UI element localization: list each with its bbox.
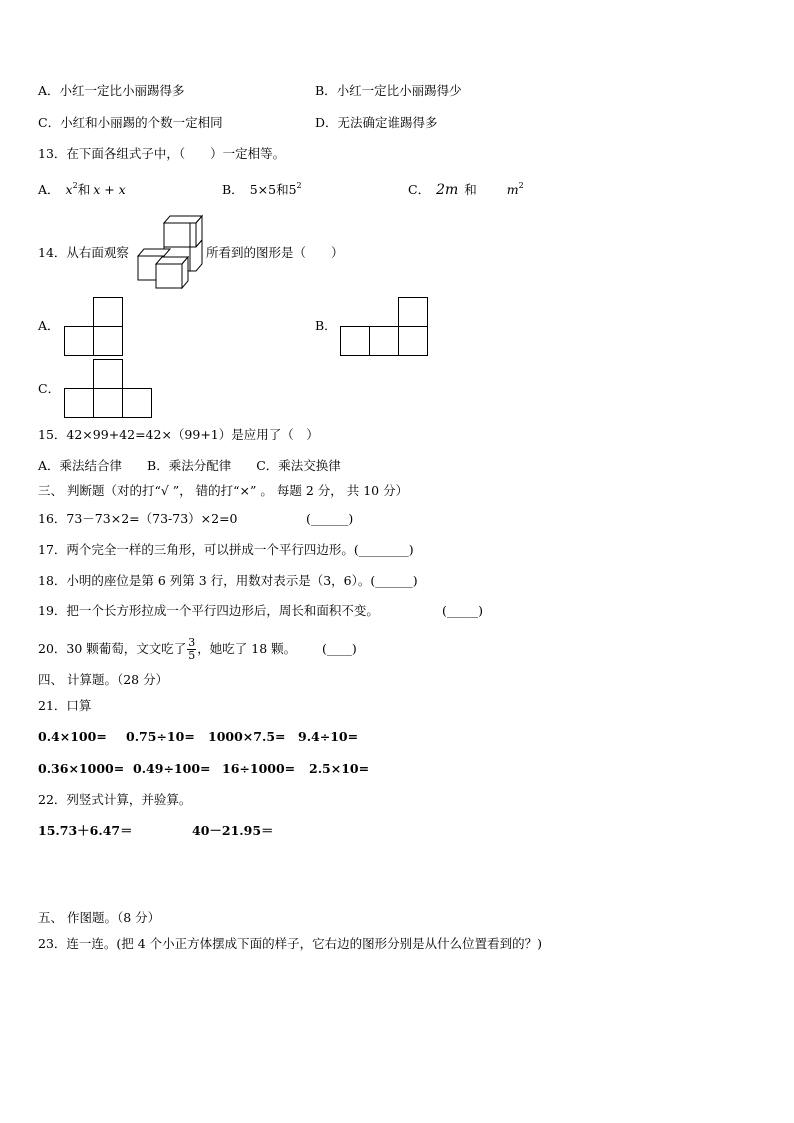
q13-option-a <box>38 182 126 198</box>
q20-fraction-denominator: 5 <box>188 649 196 662</box>
q13-b-exponent: 2 <box>296 181 302 190</box>
q13-c-and: 和 <box>464 182 477 197</box>
q14-option-c-label: C． <box>38 381 61 396</box>
q20-text-after: ，她吃了 18 颗。 <box>197 641 297 656</box>
q12-option-d: D．无法确定谁踢得多 <box>315 115 438 130</box>
q21-row1-item3: 1000×7.5= <box>208 729 286 744</box>
q13-b-and: 和 <box>276 182 289 197</box>
q20-stem <box>38 634 296 664</box>
q14-stem-before: 14．从右面观察 <box>38 245 129 260</box>
q13-c-exponent: 2 <box>518 181 524 190</box>
q20-fraction-numerator: 3 <box>188 636 196 649</box>
q13-a-expr2: x + x <box>93 182 126 197</box>
q13-option-b <box>222 182 302 198</box>
q16-answer-blank[interactable]: (______) <box>306 511 354 526</box>
q20-answer-blank[interactable]: (____) <box>322 641 357 656</box>
q18-stem: 18．小明的座位是第 6 列第 3 行，用数对表示是（3，6）。(______) <box>38 573 418 588</box>
q13-option-c <box>408 182 524 198</box>
q19-stem: 19．把一个长方形拉成一个平行四边形后，周长和面积不变。 <box>38 603 379 618</box>
q16-stem: 16．73－73×2=（73-73）×2=0 <box>38 511 238 526</box>
q13-b-label: B． <box>222 182 244 197</box>
q21-row2-item2: 0.49÷100= <box>133 761 211 776</box>
q13-a-exponent: 2 <box>72 181 78 190</box>
q14-option-a-label: A． <box>38 318 60 333</box>
q14-option-a-figure <box>64 297 124 357</box>
q14-option-b-figure <box>340 297 429 357</box>
q21-stem: 21．口算 <box>38 698 92 713</box>
q12-option-c: C．小红和小丽踢的个数一定相同 <box>38 115 223 130</box>
q21-row2-item3: 16÷1000= <box>222 761 296 776</box>
q14-option-c-figure <box>64 359 153 419</box>
q14-cube-stack-figure <box>136 214 208 292</box>
q13-a-base: x <box>65 182 73 197</box>
q15-options: A．乘法结合律 B．乘法分配律 C．乘法交换律 <box>38 458 341 473</box>
q13-b-expr1: 5×5 <box>249 182 277 197</box>
q20-fraction <box>187 637 196 662</box>
q17-stem: 17．两个完全一样的三角形，可以拼成一个平行四边形。(________) <box>38 542 414 557</box>
q12-option-b: B．小红一定比小丽踢得少 <box>315 83 462 98</box>
q21-row2-item1: 0.36×1000= <box>38 761 125 776</box>
q13-b-base: 5 <box>288 182 297 197</box>
q22-item1: 15.73＋6.47＝ <box>38 823 133 838</box>
q13-a-label: A． <box>38 182 60 197</box>
q13-stem: 13．在下面各组式子中，（ ）一定相等。 <box>38 146 286 161</box>
section-5-title: 五、 作图题。（8 分） <box>38 910 161 925</box>
q14-option-b-label: B． <box>315 318 337 333</box>
q23-stem: 23．连一连。(把 4 个小正方体摆成下面的样子，它右边的图形分别是从什么位置看到的？) <box>38 936 543 951</box>
q13-c-label: C． <box>408 182 431 197</box>
q21-row1-item1: 0.4×100= <box>38 729 107 744</box>
section-4-title: 四、 计算题。（28 分） <box>38 672 169 687</box>
q13-a-and: 和 <box>77 182 91 197</box>
q14-stem-after: 所看到的图形是（ ） <box>206 245 344 260</box>
q13-c-expr1: 2m <box>436 182 459 198</box>
q21-row2-item4: 2.5×10= <box>309 761 370 776</box>
q21-row1-item4: 9.4÷10= <box>298 729 359 744</box>
q15-stem: 15．42×99+42=42×（99+1）是应用了（ ） <box>38 427 319 442</box>
q20-text-before: 20．30 颗葡萄，文文吃了 <box>38 641 187 656</box>
section-3-title: 三、 判断题（对的打“√ ”， 错的打“×” 。 每题 2 分， 共 10 分） <box>38 483 409 498</box>
q12-option-a: A．小红一定比小丽踢得多 <box>38 83 185 98</box>
q13-c-base: m <box>506 182 519 197</box>
q22-stem: 22．列竖式计算，并验算。 <box>38 792 192 807</box>
q22-item2: 40－21.95＝ <box>192 823 274 838</box>
q21-row1-item2: 0.75÷10= <box>126 729 195 744</box>
q19-answer-blank[interactable]: (_____) <box>442 603 484 618</box>
